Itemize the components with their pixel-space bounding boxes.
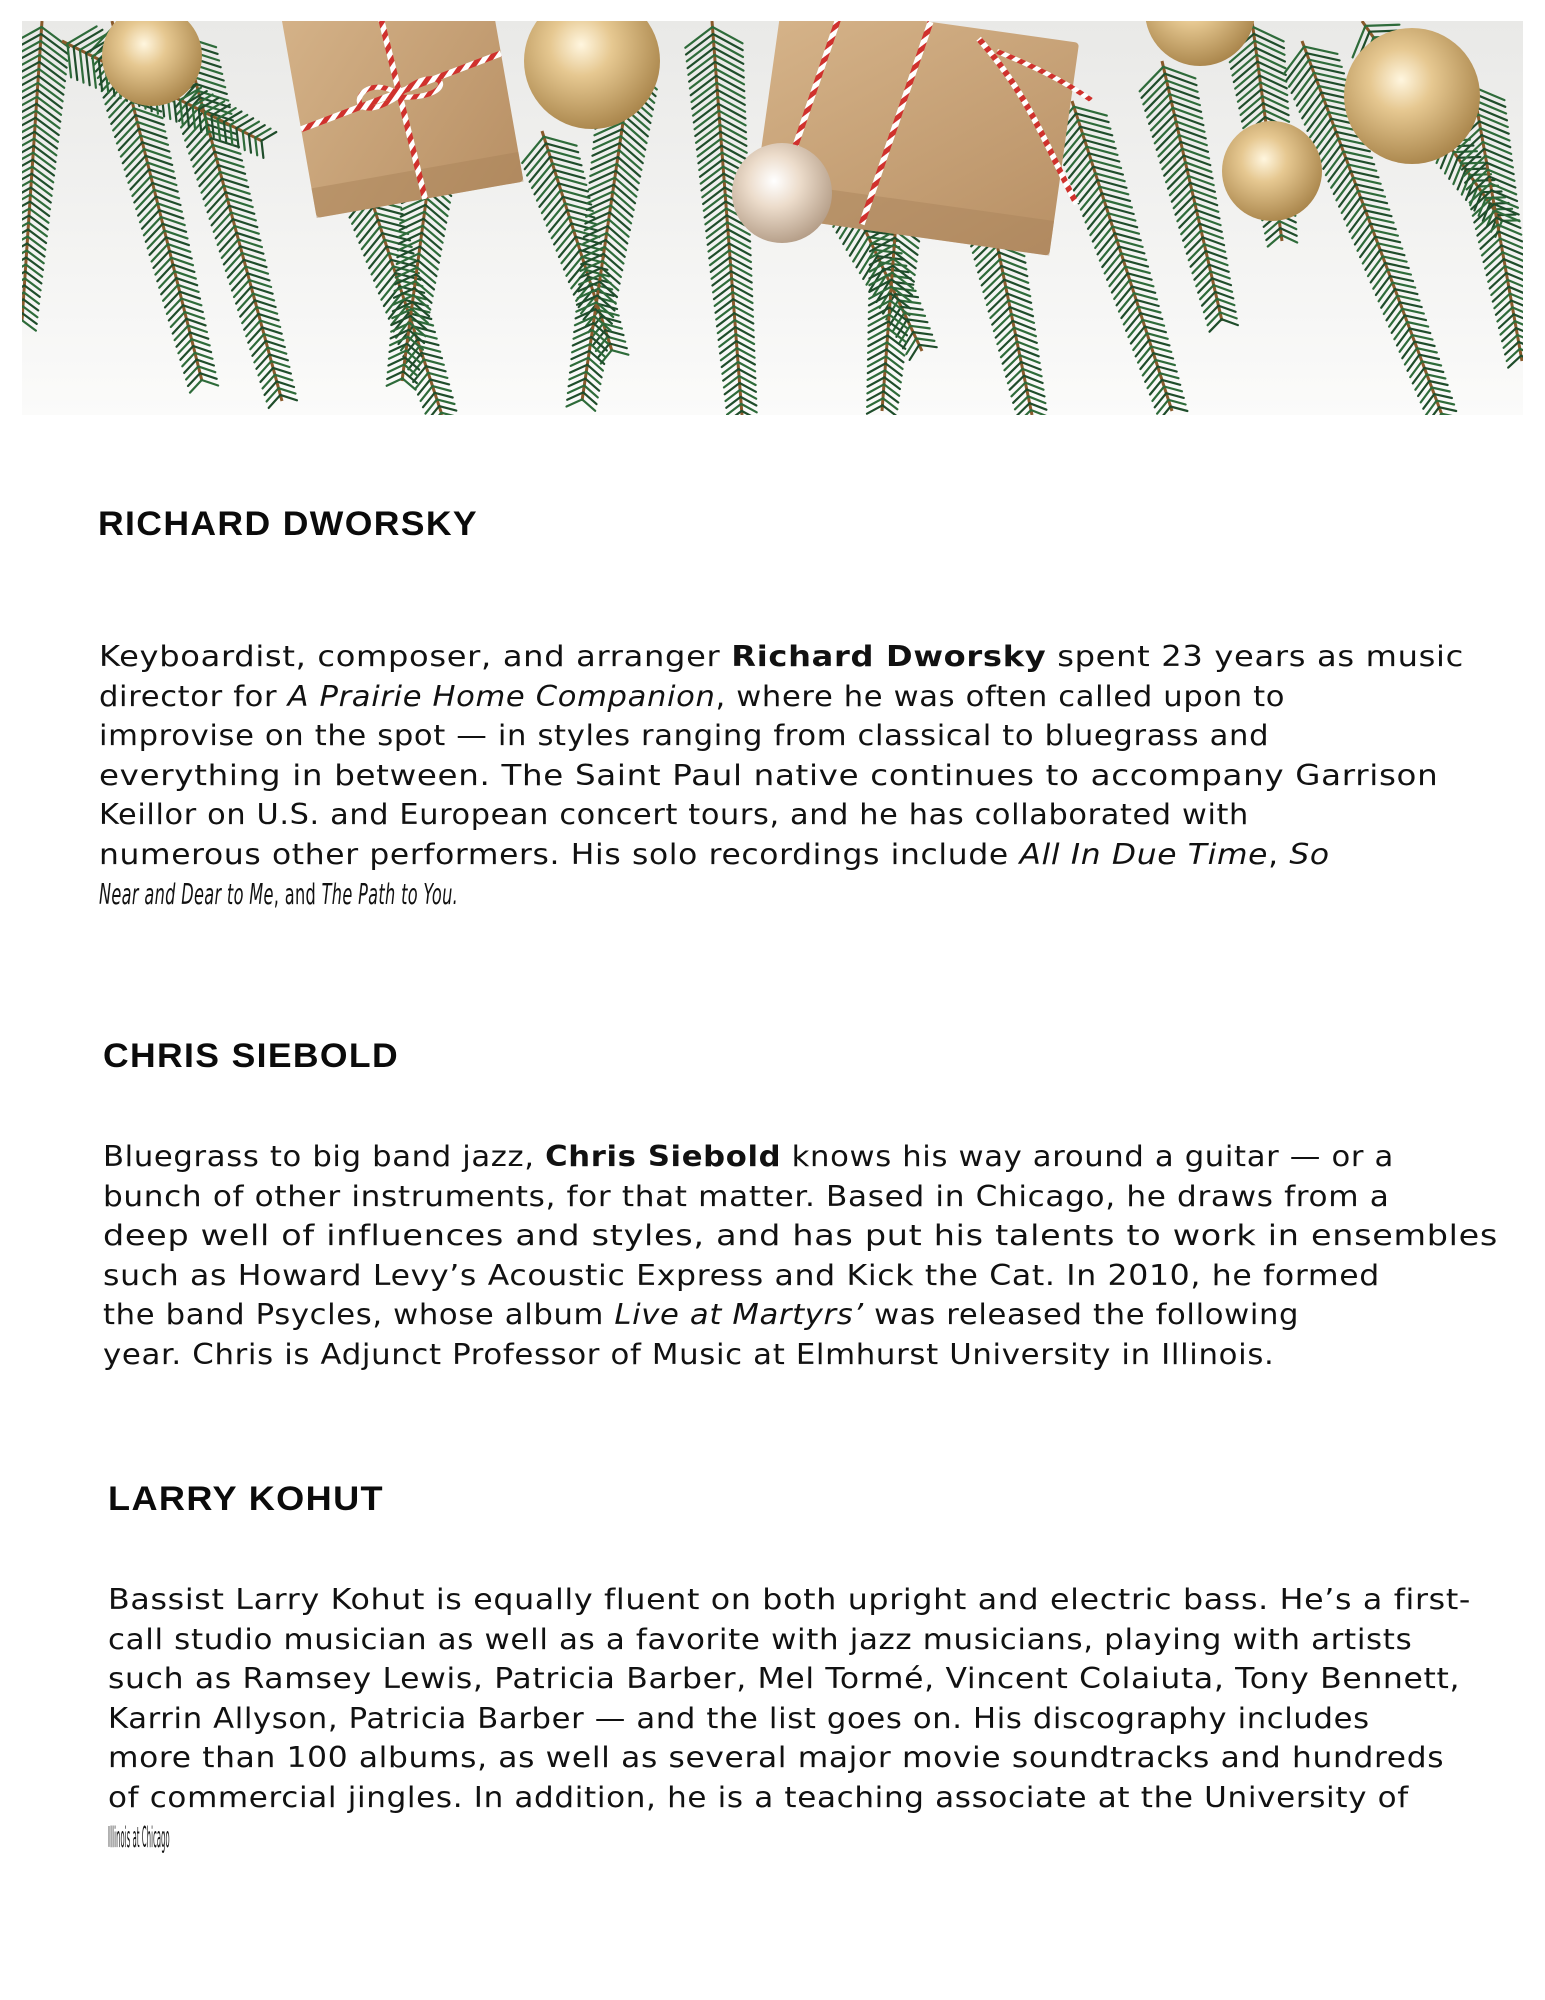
bold-name: Chris Siebold (545, 1140, 782, 1173)
text-run: the band Psycles, whose album (103, 1298, 615, 1332)
text-run: spent 23 years as music (1046, 640, 1464, 673)
bio-line (108, 1818, 396, 1858)
section-heading-richard-dworsky: RICHARD DWORSKY (98, 505, 478, 543)
bio-line (99, 835, 1431, 875)
text-run: Keillor on U.S. and European concert tours, and he has collaborated with (99, 798, 1249, 832)
text-run: , where he was often called upon to (715, 679, 1286, 713)
text-run: improvise on the spot — in styles ranging from classical to bluegrass and (99, 719, 1270, 753)
bio-line (99, 637, 1464, 677)
text-run: Keyboardist, composer, and arranger (99, 640, 732, 673)
text-run: such as Ramsey Lewis, Patricia Barber, Mel Tormé, Vincent Colaiuta, Tony Bennett, (108, 1662, 1461, 1696)
text-run: more than 100 albums, as well as several major movie soundtracks and hundreds (108, 1741, 1445, 1775)
bio-line (99, 875, 785, 915)
text-run: Bassist Larry Kohut is equally fluent on both upright and electric bass. He’s a first- (108, 1583, 1472, 1616)
text-run: such as Howard Levy’s Acoustic Express and Kick the Cat. In 2010, he formed (103, 1258, 1380, 1292)
italic-title: Live at Martyrs’ (614, 1298, 864, 1332)
italic-title: So (1289, 837, 1330, 871)
text-run: bunch of other instruments, for that matter. Based in Chicago, he draws from a (103, 1179, 1390, 1213)
fir-needle (1365, 25, 1399, 26)
bio-line (103, 1137, 1394, 1177)
text-run: Bluegrass to big band jazz, (103, 1140, 546, 1173)
bio-line (99, 795, 1389, 835)
fir-needle (1462, 163, 1484, 164)
bio-line (103, 1295, 1393, 1335)
bio-line (103, 1256, 1430, 1296)
text-run: numerous other performers. His solo recordings include (99, 837, 1020, 871)
text-run: was released the following (863, 1298, 1300, 1332)
italic-title: The Path to You. (321, 877, 459, 911)
bio-line (103, 1335, 1399, 1375)
ornament-pearl (732, 143, 832, 243)
text-run: , and (273, 877, 322, 911)
text-run: , (1268, 837, 1290, 871)
text-run: of commercial jingles. In addition, he is a teaching associate at the University of (108, 1780, 1409, 1814)
text-run: Karrin Allyson, Patricia Barber — and the list goes on. His discography includes (108, 1701, 1370, 1735)
fir-needle (1458, 157, 1481, 158)
bio-richard-dworsky (99, 637, 1464, 914)
text-run: director for (99, 679, 288, 713)
section-heading-chris-siebold: CHRIS SIEBOLD (103, 1037, 400, 1075)
bio-line (103, 1216, 1510, 1256)
christmas-banner-image (22, 21, 1523, 415)
bio-line (108, 1699, 1426, 1739)
bold-name: Richard Dworsky (731, 640, 1047, 673)
christmas-banner-illustration (22, 21, 1523, 415)
bio-line (108, 1659, 1461, 1699)
bio-line (103, 1177, 1413, 1217)
italic-title: A Prairie Home Companion (287, 679, 716, 713)
text-run: deep well of influences and styles, and has put his talents to work in ensembles (103, 1219, 1499, 1253)
italic-title: Near and Dear to Me (99, 877, 274, 911)
ornament-gold (1344, 28, 1480, 164)
bio-line (99, 756, 1480, 796)
bio-line (108, 1738, 1454, 1778)
ornament-gold (1222, 121, 1322, 221)
bio-line (108, 1620, 1438, 1660)
bio-larry-kohut (108, 1580, 1472, 1857)
fir-needle (1466, 169, 1488, 170)
text-run: everything in between. The Saint Paul native continues to accompany Garrison (99, 758, 1439, 792)
section-heading-larry-kohut: LARRY KOHUT (108, 1480, 384, 1518)
italic-title: All In Due Time (1019, 837, 1269, 871)
text-run: call studio musician as well as a favorite with jazz musicians, playing with artists (108, 1622, 1413, 1656)
bio-chris-siebold (103, 1137, 1499, 1375)
text-run: year. Chris is Adjunct Professor of Music at Elmhurst University in Illinois. (103, 1337, 1275, 1371)
bio-line (108, 1580, 1471, 1620)
bio-line (99, 677, 1399, 717)
bio-line (108, 1778, 1443, 1818)
text-run: Illinois at Chicago (108, 1820, 170, 1854)
bio-line (99, 716, 1400, 756)
text-run: knows his way around a guitar — or a (781, 1140, 1394, 1173)
